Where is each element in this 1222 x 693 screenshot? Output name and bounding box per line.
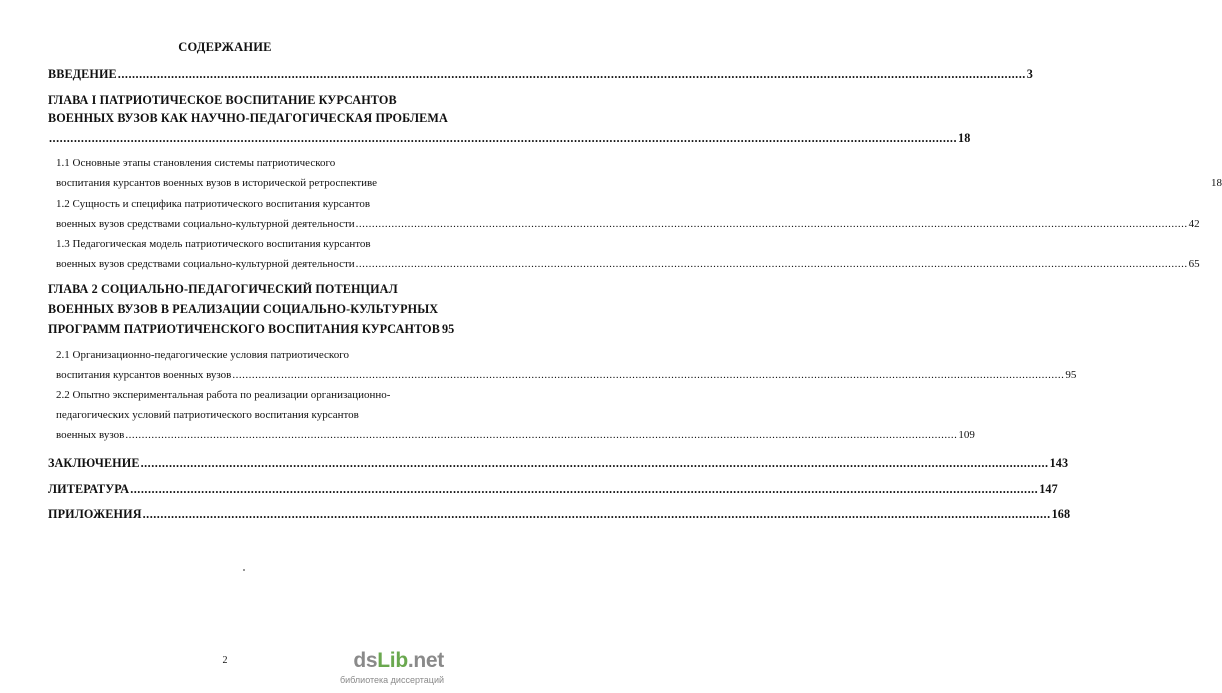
leader-dots bbox=[125, 429, 957, 441]
toc-section-2-1-line-1[interactable]: 2.1 Организационно-педагогические условия патриотического bbox=[56, 349, 349, 361]
watermark-brand bbox=[353, 649, 444, 673]
watermark-logo bbox=[339, 649, 444, 685]
toc-section-1-2-line-1[interactable]: 1.2 Сущность и специфика патриотического воспитания курсантов bbox=[56, 198, 371, 210]
toc-entry-text: ПРИЛОЖЕНИЯ bbox=[48, 507, 142, 521]
toc-entry-literature[interactable] bbox=[48, 482, 1058, 497]
toc-page-number: 3 bbox=[1026, 67, 1033, 81]
toc-section-2-1-line-2[interactable] bbox=[56, 369, 1077, 381]
toc-page-number: 42 bbox=[1188, 218, 1200, 230]
toc-page-number: 18 bbox=[958, 131, 971, 145]
toc-page-number: 95 bbox=[441, 322, 455, 336]
toc-page-number: 18 bbox=[1211, 177, 1222, 189]
toc-section-2-2-line-2[interactable]: педагогических условий патриотического воспитания курсантов bbox=[56, 409, 359, 421]
toc-page-number: 143 bbox=[1049, 456, 1069, 470]
page-number: 2 bbox=[222, 655, 228, 666]
leader-dots bbox=[141, 456, 1049, 471]
toc-section-1-2-line-2[interactable] bbox=[56, 218, 1200, 230]
watermark-brand-suffix: .net bbox=[407, 649, 444, 672]
toc-entry-appendix[interactable] bbox=[48, 507, 1071, 522]
toc-section-2-2-line-1[interactable]: 2.2 Опытно экспериментальная работа по реализации организационно- bbox=[56, 389, 391, 401]
toc-chapter-2-line-3[interactable] bbox=[48, 322, 455, 337]
toc-chapter-2-line-1[interactable]: ГЛАВА 2 СОЦИАЛЬНО-ПЕДАГОГИЧЕСКИЙ ПОТЕНЦИАЛ bbox=[48, 282, 398, 296]
toc-entry-text: воспитания курсантов военных вузов в исторической ретроспективе bbox=[56, 177, 378, 189]
toc-chapter-1-line-1[interactable]: ГЛАВА I ПАТРИОТИЧЕСКОЕ ВОСПИТАНИЕ КУРСАНТОВ bbox=[48, 93, 397, 107]
leader-dots bbox=[49, 131, 957, 146]
toc-entry-text: ВВЕДЕНИЕ bbox=[48, 67, 117, 81]
watermark-brand-prefix: ds bbox=[353, 649, 378, 672]
toc-section-2-2-line-3[interactable] bbox=[56, 429, 975, 441]
leader-dots bbox=[118, 67, 1026, 82]
toc-page-number: 95 bbox=[1065, 369, 1077, 381]
toc-page-number: 109 bbox=[958, 429, 975, 441]
watermark-brand-highlight: Lib bbox=[377, 649, 408, 672]
toc-entry-introduction[interactable] bbox=[48, 67, 1033, 82]
toc-entry-text: военных вузов средствами социально-культурной деятельности bbox=[56, 258, 355, 270]
toc-entry-text: воспитания курсантов военных вузов bbox=[56, 369, 232, 381]
toc-entry-text: военных вузов bbox=[56, 429, 125, 441]
toc-entry-conclusion[interactable] bbox=[48, 456, 1069, 471]
leader-dots bbox=[356, 258, 1188, 270]
toc-page-number: 168 bbox=[1051, 507, 1071, 521]
toc-entry-text: ПРОГРАММ ПАТРИОТИЧЕНСКОГО ВОСПИТАНИЯ КУРСАНТОВ bbox=[48, 322, 440, 336]
leader-dots bbox=[130, 482, 1038, 497]
toc-page-number: 65 bbox=[1188, 258, 1200, 270]
toc-section-1-3-line-1[interactable]: 1.3 Педагогическая модель патриотического воспитания курсантов bbox=[56, 238, 371, 250]
toc-section-1-1-line-1[interactable]: 1.1 Основные этапы становления системы патриотического bbox=[56, 157, 336, 169]
toc-chapter-1-line-2[interactable]: ВОЕННЫХ ВУЗОВ КАК НАУЧНО-ПЕДАГОГИЧЕСКАЯ ПРОБЛЕМА bbox=[48, 111, 448, 125]
watermark-tagline: библиотека диссертаций bbox=[339, 675, 444, 685]
toc-chapter-2-line-2[interactable]: ВОЕННЫХ ВУЗОВ В РЕАЛИЗАЦИИ СОЦИАЛЬНО-КУЛЬТУРНЫХ bbox=[48, 302, 439, 316]
leader-dots bbox=[356, 218, 1188, 230]
toc-page-number: 147 bbox=[1039, 482, 1058, 496]
toc-entry-text: ЗАКЛЮЧЕНИЕ bbox=[48, 456, 140, 470]
page-title: СОДЕРЖАНИЕ bbox=[178, 40, 272, 54]
toc-entry-text: военных вузов средствами социально-культурной деятельности bbox=[56, 218, 355, 230]
leader-dots bbox=[143, 507, 1051, 522]
scan-speck bbox=[243, 569, 245, 571]
leader-dots bbox=[232, 369, 1064, 381]
toc-chapter-1-page-line bbox=[48, 131, 971, 146]
toc-section-1-3-line-2[interactable] bbox=[56, 258, 1200, 270]
toc-section-1-1-line-2[interactable] bbox=[56, 177, 1222, 189]
toc-entry-text: ЛИТЕРАТУРА bbox=[48, 482, 130, 496]
